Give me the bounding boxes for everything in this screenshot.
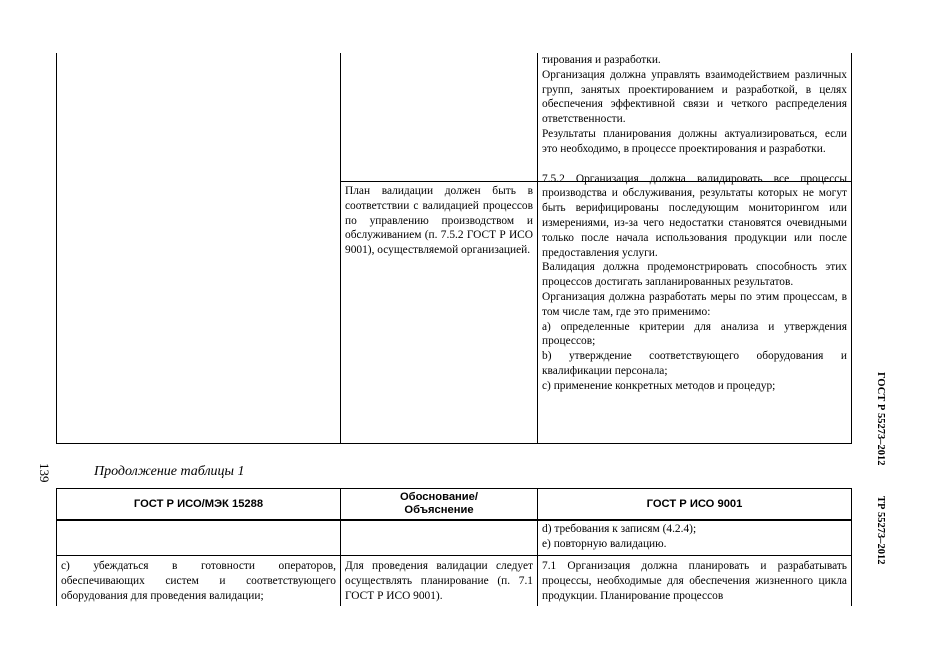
bottom-row1-col3-cell (542, 522, 847, 552)
col3-para: тирования и разработки. (542, 54, 661, 66)
header-gost-iso-iec-15288: ГОСТ Р ИСО/МЭК 15288 (133, 497, 264, 510)
row1-col3-line: d) требования к записям (4.2.4); (542, 523, 697, 535)
col3-para: Результаты планирования должны актуализироваться, если это необходимо, в процессе проектирования и разработки. (542, 127, 847, 155)
top-table-col3-cell (542, 53, 847, 394)
bottom-table-header-bottom (56, 519, 852, 521)
header-gost-iso-9001: ГОСТ Р ИСО 9001 (646, 497, 743, 510)
col3-para: Организация должна управлять взаимодействием различных групп, занятых проектированием и разработкой, в целях обеспечения эффективной связи и четкого распределения ответственности. (542, 68, 847, 126)
col3-para: b) утверждение соответствующего оборудования и квалификации персонала; (542, 350, 847, 377)
top-table-right-border (851, 53, 852, 444)
header-justification: Обоснование/ Объяснение (399, 491, 479, 516)
bottom-row2-col1-cell: c) убеждаться в готовности операторов, обеспечивающих систем и соответствующего оборудования для проведения валидации; (61, 560, 336, 602)
top-table-col-divider-2 (537, 53, 538, 444)
col3-para: 7.5.2 Организация должна валидировать все процессы производства и обслуживания, результаты которых не могут быть верифицированы последующим мониторингом или измерениями, из-за чего недостатки становятся очевидными только после начала использования продукции или после предоставления услуги. (542, 172, 847, 259)
bottom-table-row-divider (56, 555, 852, 556)
col3-para: Валидация должна продемонстрировать способность этих процессов достигать запланированных результатов. (542, 261, 847, 289)
top-table-col2-cell: План валидации должен быть в соответствии с валидацией процессов по управлению производством и обслуживанием (п. 7.5.2 ГОСТ Р ИСО 9001), осуществляемой организацией. (345, 185, 533, 257)
col3-para: а) определенные критерии для анализа и утверждения процессов; (542, 320, 847, 348)
side-label-left: ГОСТ Р 55273–2012 (875, 372, 886, 466)
bottom-table-right-border (851, 488, 852, 606)
top-table-col-divider-1 (340, 53, 341, 444)
top-table-left-border (56, 53, 57, 444)
table-caption: Продолжение таблицы 1 (94, 464, 245, 479)
col3-para: Организация должна разработать меры по этим процессам, в том числе там, где это применимо: (542, 290, 847, 318)
top-table-bottom-border (56, 443, 852, 444)
col3-para: c) применение конкретных методов и процедур; (542, 379, 776, 392)
row1-col3-line: e) повторную валидацию. (542, 537, 667, 550)
page-number: 139 (37, 463, 52, 483)
side-label-right: ТР 55273–2012 (875, 496, 886, 565)
bottom-row2-col2-cell: Для проведения валидации следует осуществлять планирование (п. 7.1 ГОСТ Р ИСО 9001). (345, 560, 533, 602)
bottom-row2-col3-cell: 7.1 Организация должна планировать и разрабатывать процессы, необходимые для обеспечения жизненного цикла продукции. Планирование процессов (542, 560, 847, 602)
